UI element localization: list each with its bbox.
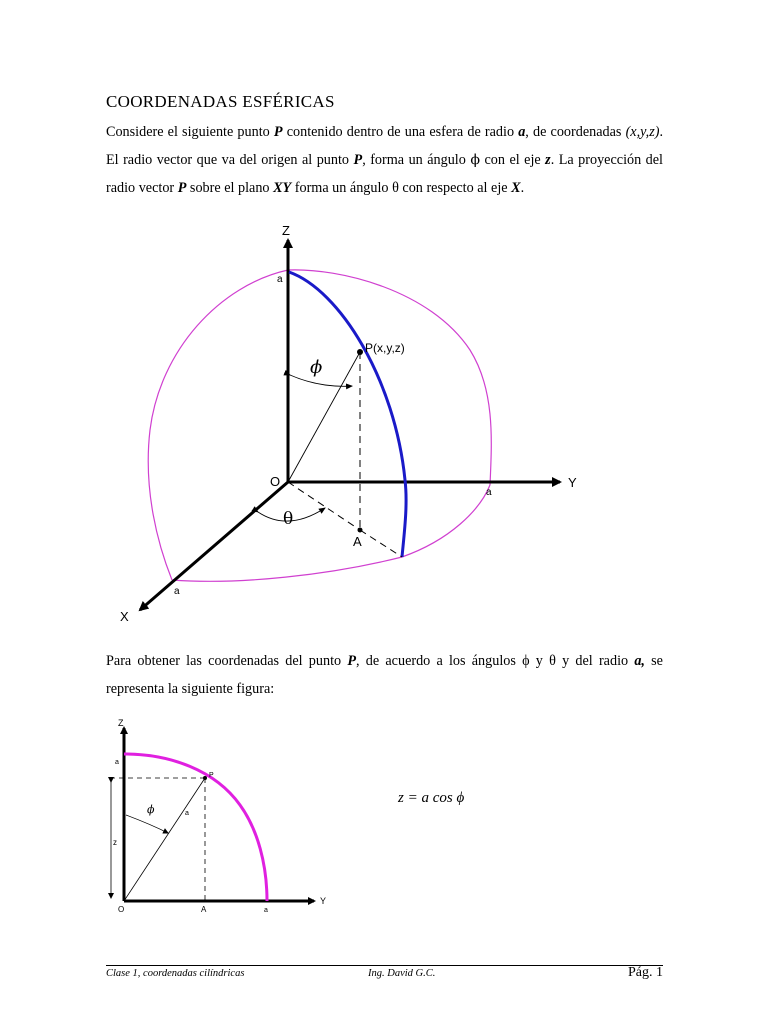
point-label-2: P [209, 772, 214, 779]
projection-ab [360, 530, 402, 557]
radius-label-2r: a [185, 810, 189, 817]
point-a [358, 528, 363, 533]
footer-divider [106, 965, 663, 966]
sphere-outline-bottom [172, 485, 490, 581]
y-axis-label-2: Y [320, 896, 327, 906]
z-axis-label-2: Z [118, 718, 124, 728]
radius-label-y: a [486, 487, 492, 498]
origin-label-2: O [118, 905, 125, 914]
formula: z = a cos ϕ [398, 790, 465, 806]
radius-label-2y: a [264, 907, 268, 914]
point-label: P(x,y,z) [365, 341, 405, 355]
z-label-2: z [113, 838, 117, 847]
sphere-outline-left [148, 270, 288, 580]
phi-label-2: ϕ [147, 803, 155, 816]
origin-label: O [270, 474, 281, 489]
radius-label-z: a [277, 274, 283, 285]
z-axis-label: Z [282, 223, 290, 238]
proj-label-2: A [201, 905, 207, 914]
point-p [357, 349, 363, 355]
page-number: Pág. 1 [628, 965, 663, 980]
quarter-circle-diagram [0, 700, 768, 930]
phi-label: ϕ [310, 357, 323, 378]
radius-vector [288, 352, 360, 482]
footer-left: Clase 1, coordenadas cilíndricas [106, 968, 245, 979]
theta-label: θ [283, 509, 294, 529]
radius-2 [124, 778, 205, 901]
footer-author: Ing. David G.C. [368, 968, 436, 979]
x-axis-label: X [120, 609, 129, 624]
x-axis [140, 482, 288, 610]
phi-arc-2 [126, 815, 168, 833]
page-title: COORDENADAS ESFÉRICAS [106, 92, 335, 111]
proj-label: A [353, 534, 362, 549]
meridian-arc [289, 272, 406, 557]
projection-oa [288, 482, 360, 530]
intro-paragraph: Considere el siguiente punto P contenido dentro de una esfera de radio a, de coordenadas (x,y,z). El radio vector que va del origen al punto P, forma un ángulo ϕ con el eje z. La proyección del radio vector P sobre el plano XY forma un ángulo θ con respecto al eje X. [106, 124, 664, 196]
radius-label-x: a [174, 586, 180, 597]
quarter-arc [124, 754, 267, 901]
radius-label-2z: a [115, 759, 119, 766]
y-axis-label: Y [568, 475, 577, 490]
second-paragraph: Para obtener las coordenadas del punto P, de acuerdo a los ángulos ϕ y θ y del radio a, se representa la siguiente figura: [106, 653, 663, 697]
